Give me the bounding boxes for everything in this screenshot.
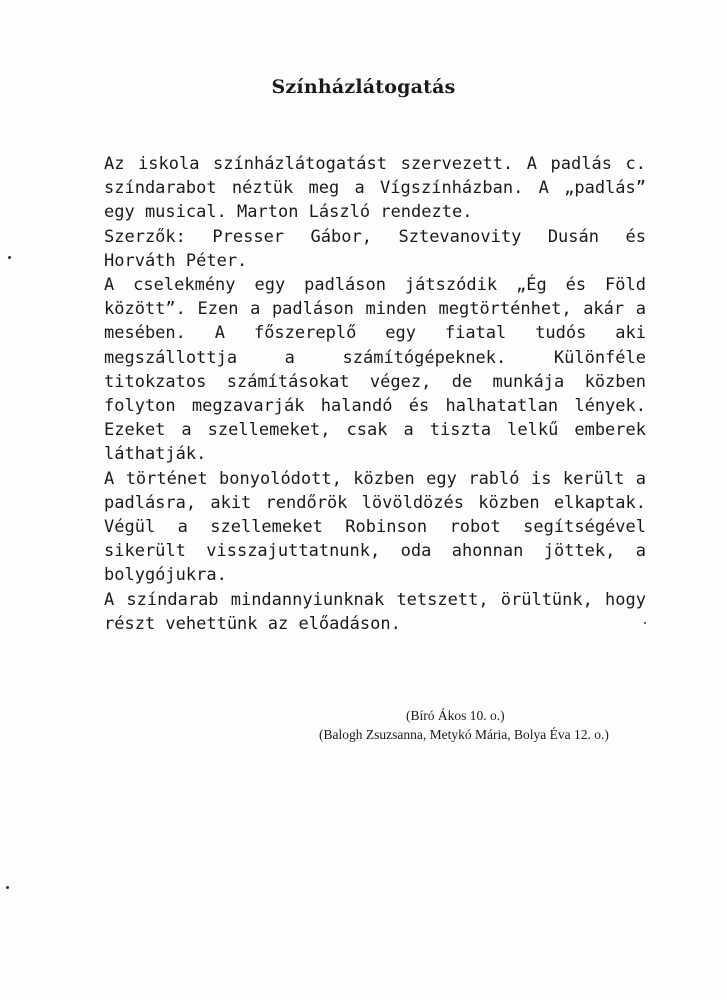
paragraph-plot: A cselekmény egy padláson játszódik „Ég és Föld között”. Ezen a padláson minden megtörténhet, akár a mesében. A főszereplő egy fiatal tudós aki megszállottja a számítógépeknek. Különféle titokzatos számításokat végez, de munkája közben folyton megzavarják halandó és halhatatlan lények. Ezeket a szellemeket, csak a tiszta lelkű emberek láthatják. [104,275,646,465]
paragraph-conclusion: A színdarab mindannyiunknak tetszett, örültünk, hogy részt vehettünk az előadáson. [104,589,646,634]
credit-line-2: (Balogh Zsuzsanna, Metykó Mária, Bolya Éva 12. o.) [319,727,609,742]
credits-block [300,706,660,744]
credit-line-1: (Bíró Ákos 10. o.) [406,708,505,723]
scan-speck [8,256,11,259]
scan-speck [644,622,646,624]
article-body [104,152,646,636]
page-title: Színházlátogatás [271,76,456,98]
paragraph-story: A történet bonyolódott, közben egy rabló is került a padlásra, akit rendőrök lövöldözés közben elkaptak. Végül a szellemeket Robinson robot segítségével sikerült visszajuttatnunk, oda ahonnan jöttek, a bolygójukra. [104,468,646,586]
paragraph-intro: Az iskola színházlátogatást szervezett. A padlás c. színdarabot néztük meg a Vígszínházban. A „padlás” egy musical. Marton László rendezte. [104,154,646,223]
scan-speck [6,886,9,889]
paragraph-authors: Szerzők: Presser Gábor, Sztevanovity Dusán és Horváth Péter. [104,226,646,271]
